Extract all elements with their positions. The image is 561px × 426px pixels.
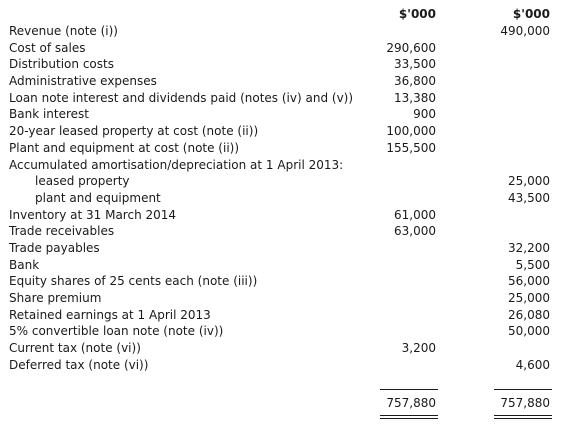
table-row [0, 106, 561, 123]
row-label: Bank [9, 257, 40, 272]
table-row [0, 123, 561, 140]
row-label: Trade receivables [9, 224, 115, 239]
row-value-debit: 13,380 [394, 90, 436, 105]
row-label: 20-year leased property at cost (note (ii)) [9, 124, 259, 139]
total-debit: 757,880 [386, 396, 436, 410]
table-row [0, 173, 561, 190]
table-row [0, 290, 561, 307]
row-value-credit: 25,000 [508, 291, 550, 305]
total-double-rule-credit [494, 415, 552, 416]
row-value-debit: 63,000 [394, 224, 436, 239]
row-value-credit: 26,080 [508, 307, 550, 322]
table-row [0, 40, 561, 57]
table-row [0, 240, 561, 257]
row-value-credit: 50,000 [508, 324, 550, 339]
row-label: Plant and equipment at cost (note (ii)) [9, 140, 240, 155]
table-row [0, 90, 561, 107]
row-value-credit: 490,000 [500, 24, 550, 38]
row-label: Bank interest [9, 107, 89, 122]
table-row [0, 340, 561, 357]
row-label: Revenue (note (i)) [9, 24, 118, 38]
column-header-credit: $'000 [512, 7, 550, 21]
total-rule-top-credit [494, 389, 552, 390]
table-row [0, 73, 561, 90]
row-value-debit: 155,500 [386, 140, 436, 155]
column-header-debit: $'000 [398, 7, 436, 21]
row-value-credit: 4,600 [515, 357, 550, 372]
table-row [0, 223, 561, 240]
row-label: leased property [35, 174, 130, 189]
table-row [0, 23, 561, 40]
table-row [0, 140, 561, 157]
total-credit: 757,880 [500, 396, 550, 410]
total-double-rule-credit [494, 418, 552, 419]
totals-row [0, 388, 561, 422]
total-rule-top-debit [380, 389, 438, 390]
row-value-credit: 32,200 [508, 240, 550, 255]
total-double-rule-debit [380, 415, 438, 416]
row-value-debit: 33,500 [394, 57, 436, 72]
row-label: Administrative expenses [9, 74, 157, 89]
table-row [0, 207, 561, 224]
table-row [0, 307, 561, 324]
total-double-rule-debit [380, 418, 438, 419]
table-row [0, 273, 561, 290]
row-value-debit: 3,200 [401, 341, 436, 356]
row-value-credit: 25,000 [508, 174, 550, 189]
row-label: Inventory at 31 March 2014 [9, 207, 177, 222]
row-value-debit: 61,000 [394, 207, 436, 222]
row-label: Current tax (note (vi)) [9, 341, 141, 356]
row-label: Equity shares of 25 cents each (note (iii)) [9, 274, 258, 289]
row-label: Deferred tax (note (vi)) [9, 357, 149, 372]
row-label: Accumulated amortisation/depreciation at 1 April 2013: [9, 157, 344, 172]
table-row [0, 190, 561, 207]
row-label: plant and equipment [35, 190, 161, 205]
row-value-credit: 56,000 [508, 274, 550, 289]
row-value-debit: 290,600 [386, 40, 436, 55]
table-row [0, 323, 561, 340]
row-label: 5% convertible loan note (note (iv)) [9, 324, 224, 339]
row-value-debit: 900 [413, 107, 436, 122]
row-value-credit: 5,500 [515, 257, 550, 272]
row-label: Loan note interest and dividends paid (notes (iv) and (v)) [9, 90, 354, 105]
table-row [0, 157, 561, 174]
row-label: Cost of sales [9, 40, 86, 55]
row-label: Share premium [9, 291, 102, 305]
row-value-debit: 100,000 [386, 124, 436, 139]
row-value-debit: 36,800 [394, 74, 436, 89]
row-value-credit: 43,500 [508, 190, 550, 205]
row-label: Trade payables [9, 240, 100, 255]
row-label: Retained earnings at 1 April 2013 [9, 307, 211, 322]
table-row [0, 257, 561, 274]
table-body [0, 23, 561, 373]
table-row [0, 56, 561, 73]
table-row [0, 357, 561, 374]
row-label: Distribution costs [9, 57, 114, 72]
